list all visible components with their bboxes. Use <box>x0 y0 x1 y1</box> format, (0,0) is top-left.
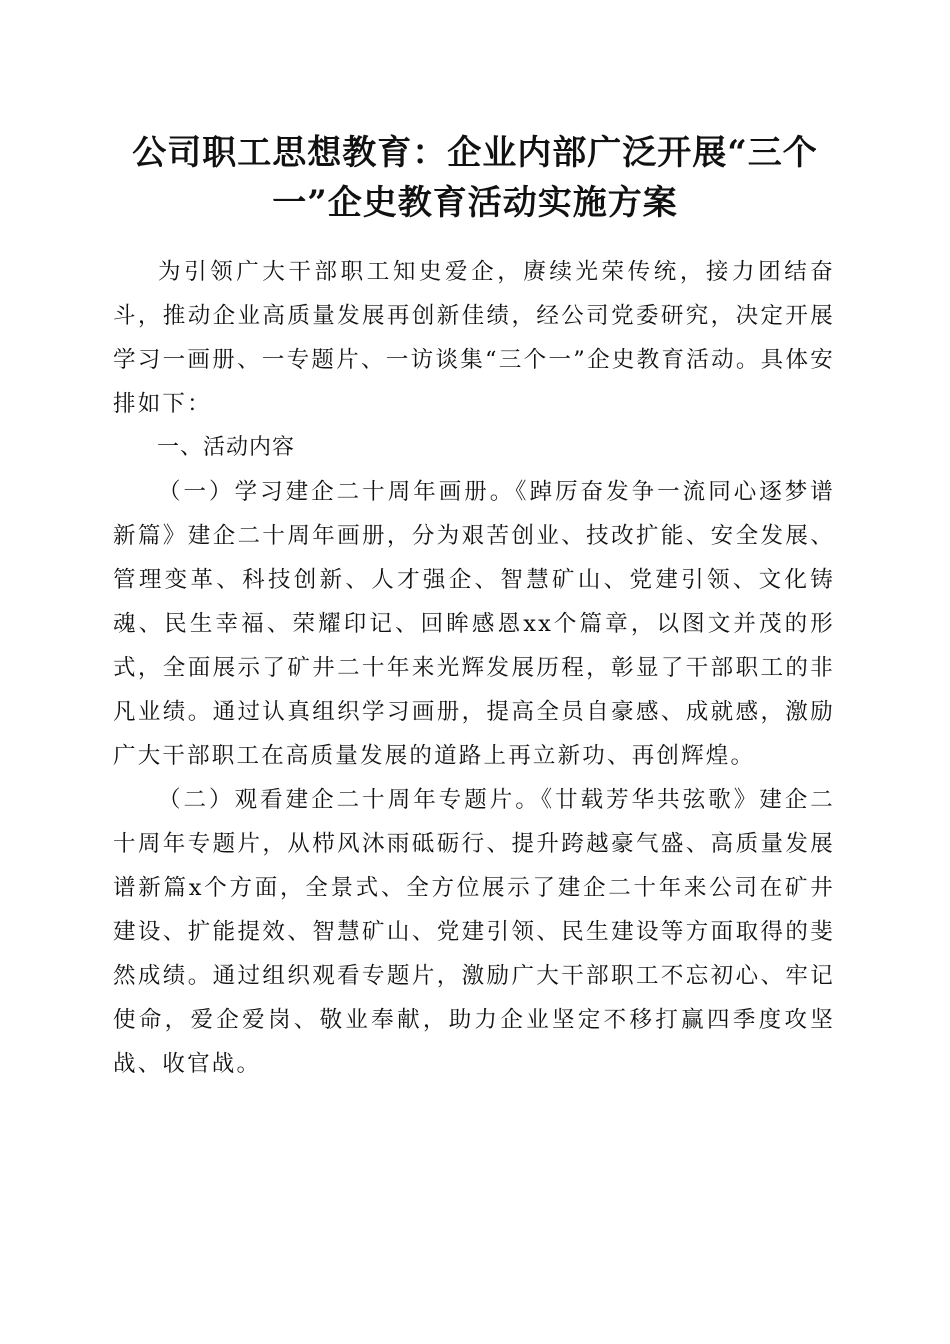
item-paragraph-album: （一）学习建企二十周年画册。《踔厉奋发争一流同心逐梦谱新篇》建企二十周年画册，分为艰苦创业、技改扩能、安全发展、管理变革、科技创新、人才强企、智慧矿山、党建引领、文化铸魂、民生幸福、荣耀印记、回眸感恩xx个篇章，以图文并茂的形式，全面展示了矿井二十年来光辉发展历程，彰显了干部职工的非凡业绩。通过认真组织学习画册，提高全员自豪感、成就感，激励广大干部职工在高质量发展的道路上再立新功、再创辉煌。 <box>113 479 835 769</box>
section-heading-activity-content: 一、活动内容 <box>157 435 296 460</box>
intro-paragraph: 为引领广大干部职工知史爱企，赓续光荣传统，接力团结奋斗，推动企业高质量发展再创新佳绩，经公司党委研究，决定开展学习一画册、一专题片、一访谈集“三个一”企史教育活动。具体安排如下： <box>113 259 835 417</box>
document-title: 公司职工思想教育：企业内部广泛开展“三个一”企史教育活动实施方案 <box>132 133 818 223</box>
document-body <box>113 250 835 1086</box>
item-paragraph-documentary: （二）观看建企二十周年专题片。《廿载芳华共弦歌》建企二十周年专题片，从栉风沐雨砥砺行、提升跨越豪气盛、高质量发展谱新篇x个方面，全景式、全方位展示了建企二十年来公司在矿井建设、扩能提效、智慧矿山、党建引领、民生建设等方面取得的斐然成绩。通过组织观看专题片，激励广大干部职工不忘初心、牢记使命，爱企爱岗、敬业奉献，助力企业坚定不移打赢四季度攻坚战、收官战。 <box>113 787 835 1077</box>
